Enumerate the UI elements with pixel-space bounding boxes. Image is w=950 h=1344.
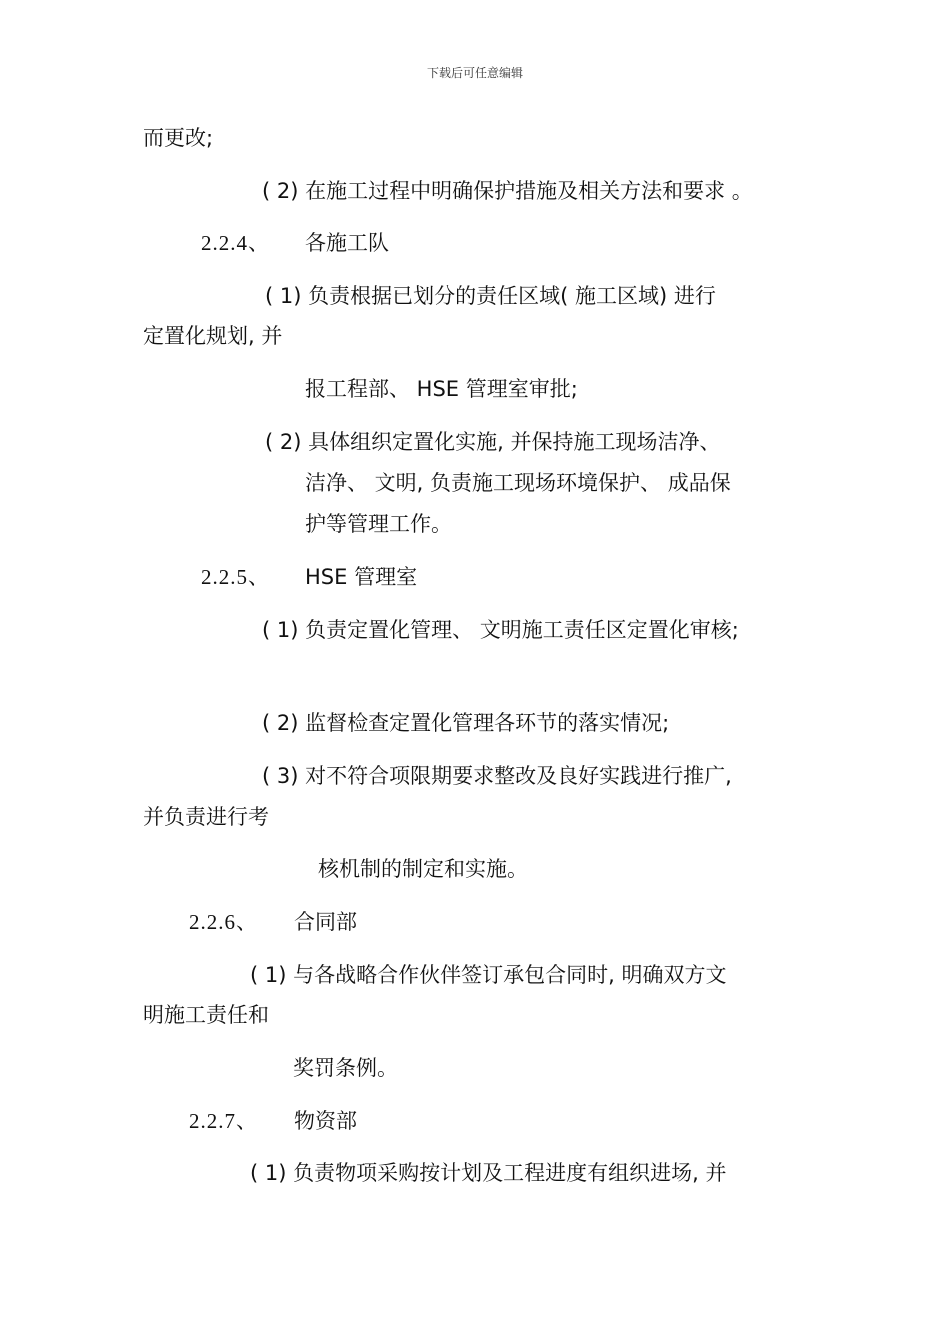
text-line: ( 1) 与各战略合作伙伴签订承包合同时, 明确双方文	[250, 963, 727, 987]
section-number: 2.2.4、	[201, 231, 270, 255]
section-number: 2.2.5、	[201, 565, 270, 589]
text-line: ( 2) 在施工过程中明确保护措施及相关方法和要求 。	[262, 179, 753, 203]
section-heading-2-2-6	[189, 908, 357, 936]
section-heading-2-2-5	[201, 563, 418, 591]
text-line: 并负责进行考	[143, 805, 269, 829]
section-heading-2-2-4	[201, 229, 389, 257]
section-title: HSE 管理室	[305, 565, 418, 589]
text-line: ( 1) 负责根据已划分的责任区域( 施工区域) 进行	[265, 284, 716, 308]
text-line: 报工程部、 HSE 管理室审批;	[305, 377, 578, 401]
text-line: ( 2) 具体组织定置化实施, 并保持施工现场洁净、	[265, 430, 721, 454]
text-line: 明施工责任和	[143, 1003, 269, 1027]
section-title: 各施工队	[305, 231, 389, 255]
text-line: 奖罚条例。	[293, 1056, 398, 1080]
section-title: 合同部	[294, 910, 357, 934]
text-line: ( 1) 负责定置化管理、 文明施工责任区定置化审核;	[262, 618, 739, 642]
page-header: 下载后可任意编辑	[426, 66, 523, 80]
text-line: ( 1) 负责物项采购按计划及工程进度有组织进场, 并	[250, 1161, 727, 1185]
section-number: 2.2.6、	[189, 910, 258, 934]
text-line: ( 3) 对不符合项限期要求整改及良好实践进行推广,	[262, 764, 732, 788]
section-number: 2.2.7、	[189, 1109, 258, 1133]
text-line: 核机制的制定和实施。	[318, 857, 528, 881]
text-line: 定置化规划, 并	[143, 324, 283, 348]
text-line: 洁净、 文明, 负责施工现场环境保护、 成品保	[305, 471, 731, 495]
section-title: 物资部	[294, 1109, 357, 1133]
text-line: 护等管理工作。	[305, 512, 452, 536]
section-heading-2-2-7	[189, 1107, 357, 1135]
text-line: 而更改;	[143, 126, 214, 150]
text-line: ( 2) 监督检查定置化管理各环节的落实情况;	[262, 711, 670, 735]
